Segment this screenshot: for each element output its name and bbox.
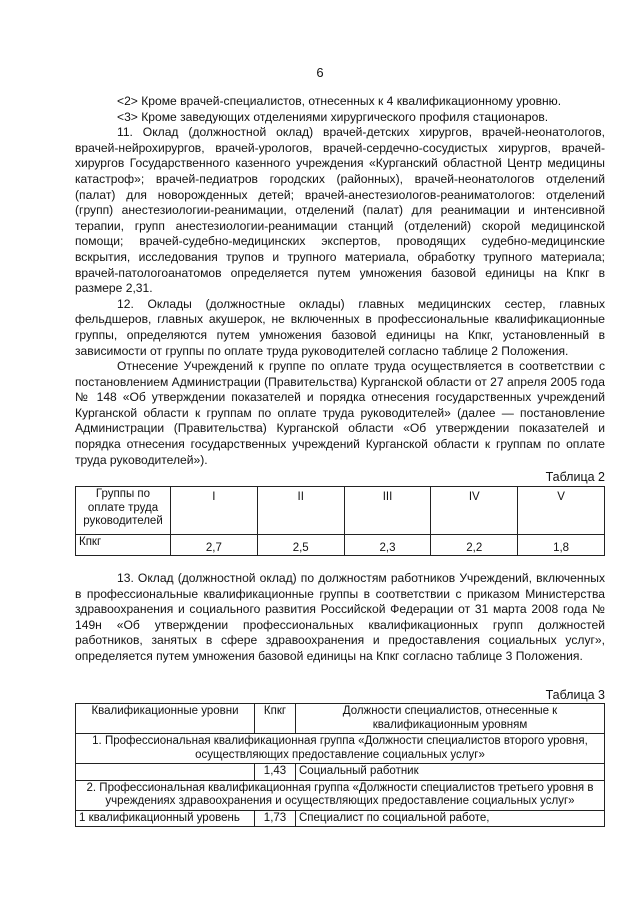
table2-group-2: II	[257, 487, 344, 535]
table2-value-4: 2,2	[431, 535, 518, 556]
table3-row2-level: 1 квалификационный уровень	[76, 810, 255, 827]
paragraph-11: 11. Оклад (должностной оклад) врачей-детских хирургов, врачей-неонатологов, врачей-нейрохирургов, врачей-урологов, врачей-сердечно-сосудистых хирургов, врачей-хирургов Государственного казенного учреждения «Курганский областной Центр медицины катастроф»; врачей-педиатров городских (районных), врачей-неонатологов отделений (палат) для новорожденных детей; врачей-анестезиологов-реаниматологов: отделений (групп) анестезиологии-реанимации, отделений (палат) для реанимации и интенсивной терапии, групп анестезиологии-реанимации станций (отделений) скорой медицинской помощи; врачей-судебно-медицинских экспертов, проводящих судебно-медицинские вскрытия, исследования трупов и трупного материала, обработку трупного материала; врачей-патологоанатомов определяется путем умножения базовой единицы на Кпкг в размере 2,31.	[75, 125, 605, 296]
paragraph-assignment: Отнесение Учреждений к группе по оплате труда осуществляется в соответствии с постановлением Администрации (Правительства) Курганской области от 27 апреля 2005 года № 148 «Об утверждении показателей и порядка отнесения государственных учреждений Курганской области к группам по оплате труда руководителей» (далее — постановление Администрации (Правительства) Курганской области «Об утверждении показателей и порядка отнесения государственных учреждений Курганской области к группам по оплате труда руководителей»).	[75, 359, 605, 467]
paragraph-13-block	[75, 571, 605, 665]
paragraph-12: 12. Оклады (должностные оклады) главных медицинских сестер, главных фельдшеров, главных акушерок, не включенных в профессиональные квалификационные группы, определяются путем умножения базовой единицы на Кпкг, установленный в зависимости от группы по оплате труда руководителей согласно таблице 2 Положения.	[75, 296, 605, 358]
table2-group-1: I	[171, 487, 258, 535]
table3-header-coef: Кпкг	[255, 704, 296, 734]
table3-row1-level	[76, 764, 255, 781]
footnote-3: <3> Кроме заведующих отделениями хирургического профиля стационаров.	[117, 109, 549, 124]
table2-value-5: 1,8	[518, 535, 605, 556]
table3-group-1: 1. Профессиональная квалификационная группа «Должности специалистов второго уровня, осуществляющих предоставление социальных услуг»	[76, 734, 605, 764]
table2-value-1: 2,7	[171, 535, 258, 556]
table2-value-2: 2,5	[257, 535, 344, 556]
table-3	[75, 703, 605, 827]
footnote-2: <2> Кроме врачей-специалистов, отнесенных к 4 квалификационному уровню.	[117, 94, 562, 108]
table3-row2-position: Специалист по социальной работе,	[296, 810, 605, 827]
table3-row1-coef: 1,43	[255, 764, 296, 781]
table2-header-label: Группы по оплате труда руководителей	[76, 487, 171, 535]
table-2	[75, 486, 605, 556]
table3-header-levels: Квалификационные уровни	[76, 704, 255, 734]
paragraph-13: 13. Оклад (должностной оклад) по должностям работников Учреждений, включенных в профессиональные квалификационные группы в соответствии с приказом Министерства здравоохранения и социального развития Российской Федерации от 31 марта 2008 года № 149н «Об утверждении профессиональных квалификационных групп должностей работников, занятых в сфере здравоохранения и предоставления социальных услуг», определяется путем умножения базовой единицы на Кпкг согласно таблице 3 Положения.	[75, 571, 605, 663]
table2-row-label: Кпкг	[76, 535, 171, 556]
table3-caption: Таблица 3	[545, 688, 605, 702]
table3-row1-position: Социальный работник	[296, 764, 605, 781]
table2-group-5: V	[518, 487, 605, 535]
table2-caption: Таблица 2	[545, 470, 605, 484]
table3-row2-coef: 1,73	[255, 810, 296, 827]
footnotes	[75, 94, 605, 468]
table3-header-positions: Должности специалистов, отнесенные к квалификационным уровням	[296, 704, 605, 734]
table2-group-4: IV	[431, 487, 518, 535]
table2-value-3: 2,3	[344, 535, 431, 556]
page-number: 6	[316, 65, 324, 80]
table2-group-3: III	[344, 487, 431, 535]
table3-group-2: 2. Профессиональная квалификационная группа «Должности специалистов третьего уровня в учреждениях здравоохранения и осуществляющих предоставление социальных услуг»	[76, 780, 605, 810]
